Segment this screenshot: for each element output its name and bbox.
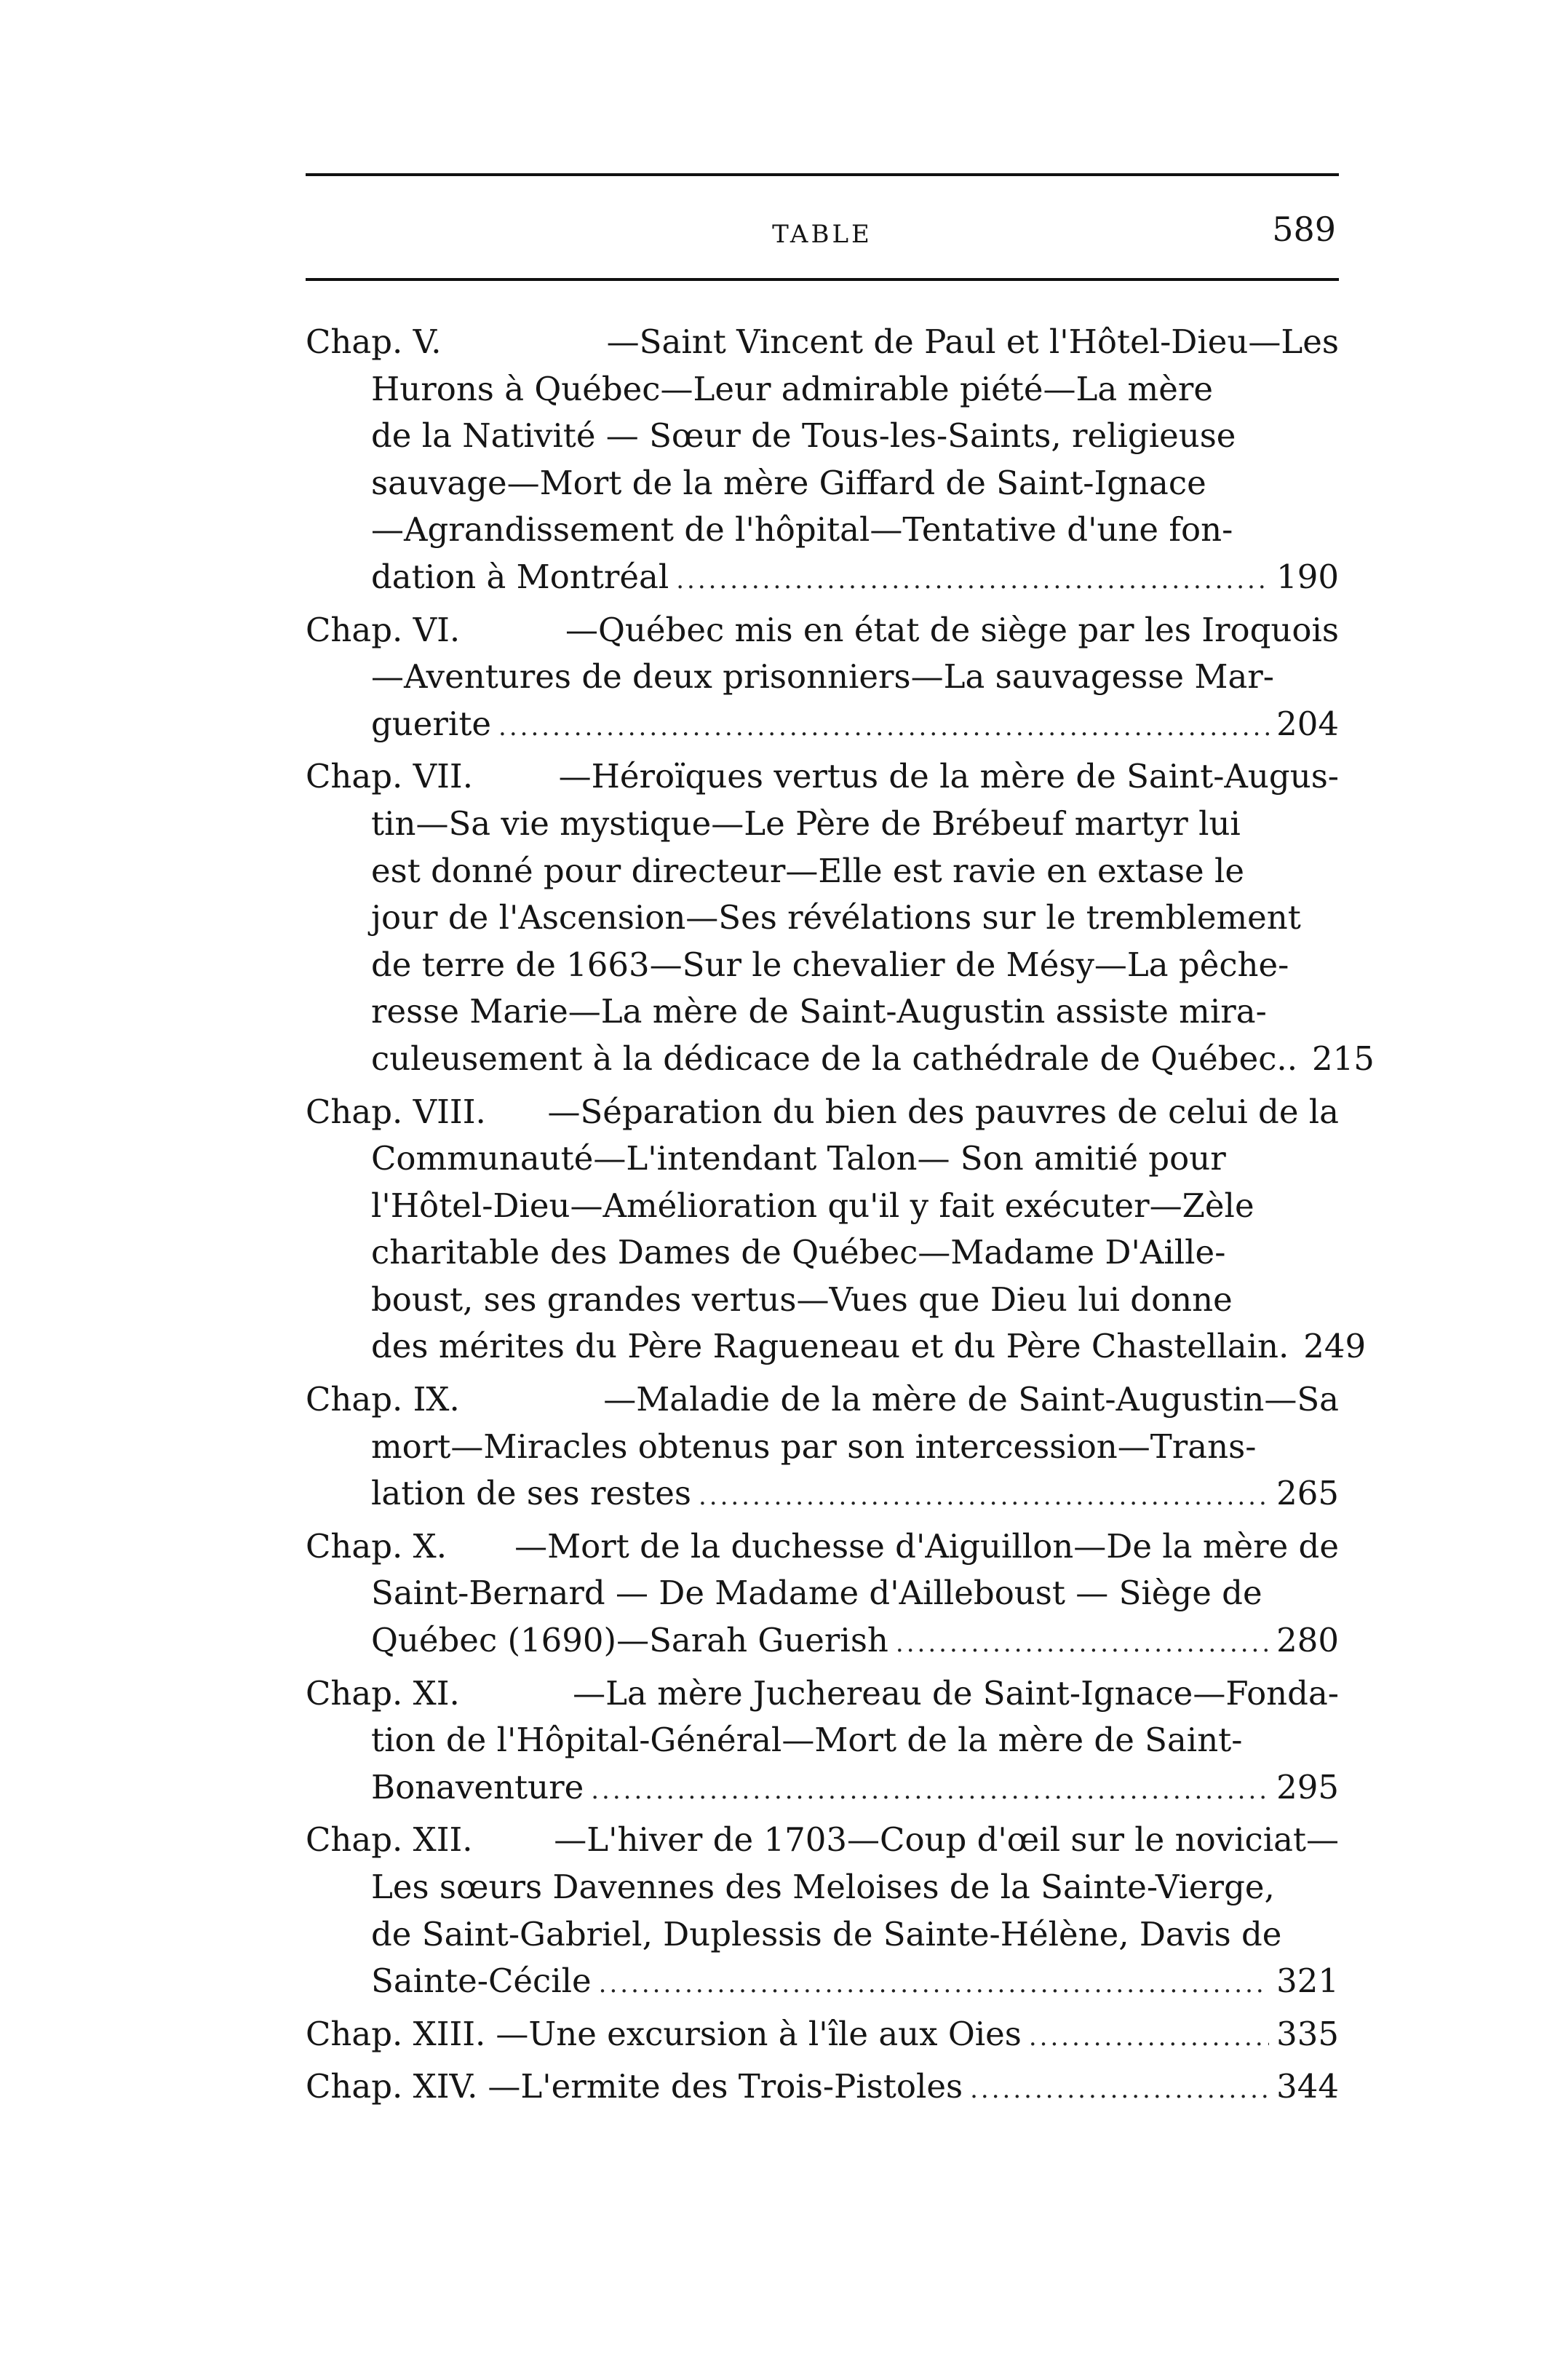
entry-text: Saint-Bernard — De Madame d'Ailleboust — Siège de (371, 1574, 1262, 1613)
chapter-label: Chap. XII. (306, 1820, 473, 1860)
toc-entry-line (306, 1277, 1339, 1324)
entry-text: jour de l'Ascension—Ses révélations sur le tremblement (371, 898, 1301, 937)
toc-entry-line (306, 507, 1339, 554)
chapter-label: Chap. IX. (306, 1380, 460, 1419)
entry-text: de Saint-Gabriel, Duplessis de Sainte-Hélène, Davis de (371, 1914, 1282, 1953)
entry-text: —Agrandissement de l'hôpital—Tentative d'une fon- (371, 510, 1233, 550)
toc-entry-line (306, 1717, 1339, 1764)
dot-leader (1029, 2014, 1269, 2061)
toc-entry-line (306, 1089, 1339, 1136)
toc-entry-line (306, 1911, 1339, 1959)
toc-entry-line (306, 801, 1339, 848)
toc-entry-line (306, 2011, 1339, 2058)
toc-entry-line (306, 1523, 1339, 1571)
entry-text: dation à Montréal (371, 557, 669, 596)
entry-text: lation de ses restes (371, 1474, 691, 1513)
page-reference: 335 (1276, 2014, 1339, 2053)
toc-entry-line (306, 895, 1339, 942)
toc-entry-line (306, 1570, 1339, 1617)
chapter-label: Chap. XIII. (306, 2014, 486, 2053)
toc-entry (306, 753, 1375, 1082)
page-reference: 344 (1276, 2067, 1339, 2106)
toc-entry-line (306, 701, 1339, 748)
entry-text: Québec (1690)—Sarah Guerish (371, 1621, 888, 1660)
toc-entry-line (306, 942, 1339, 989)
toc-entry-line (306, 1764, 1339, 1812)
toc-entry (306, 607, 1339, 748)
chapter-label: Chap. VIII. (306, 1092, 486, 1131)
toc-entry-line (306, 988, 1339, 1036)
toc-entry (306, 1670, 1339, 1812)
header-bottom-rule (306, 278, 1339, 281)
toc-entry-line (306, 1135, 1339, 1183)
entry-text: tion de l'Hôpital-Général—Mort de la mère de Saint- (371, 1721, 1243, 1760)
entry-text: des mérites du Père Ragueneau et du Père Chastellain. (371, 1327, 1289, 1366)
entry-text: guerite (371, 704, 492, 743)
dot-leader (498, 704, 1269, 751)
toc-entry-line (306, 753, 1339, 801)
entry-text: —Aventures de deux prisonniers—La sauvagesse Mar- (371, 657, 1274, 697)
entry-text: mort—Miracles obtenus par son intercession—Trans- (371, 1427, 1257, 1466)
entry-text: resse Marie—La mère de Saint-Augustin assiste mira- (371, 992, 1267, 1031)
page-reference: 215 (1312, 1039, 1375, 1078)
chapter-label: Chap. XIV. (306, 2067, 478, 2106)
entry-text: culeusement à la dédicace de la cathédrale de Québec.. (371, 1039, 1298, 1078)
entry-text: l'Hôtel-Dieu—Amélioration qu'il y fait exécuter—Zèle (371, 1186, 1254, 1225)
entry-text: —Maladie de la mère de Saint-Augustin—Sa (603, 1380, 1339, 1419)
entry-text: est donné pour directeur—Elle est ravie en extase le (371, 851, 1245, 890)
toc-entry-line (306, 1670, 1339, 1718)
toc-entry-line (306, 1183, 1339, 1230)
toc-entry (306, 1523, 1339, 1665)
toc-entry-line (306, 1617, 1339, 1665)
toc-entry (306, 319, 1339, 601)
dot-leader (896, 1620, 1269, 1667)
entry-text: Bonaventure (371, 1767, 584, 1806)
toc-entry (306, 1817, 1339, 2004)
entry-text: Hurons à Québec—Leur admirable piété—La mère (371, 369, 1213, 408)
header-top-rule (306, 173, 1339, 176)
entry-text: —La mère Juchereau de Saint-Ignace—Fonda- (573, 1673, 1339, 1713)
page-reference: 265 (1276, 1474, 1339, 1513)
toc-entry-line (306, 1323, 1367, 1371)
entry-text: Communauté—L'intendant Talon— Son amitié pour (371, 1139, 1226, 1178)
entry-text: charitable des Dames de Québec—Madame D'Aille- (371, 1233, 1226, 1272)
toc-entry-line (306, 1864, 1339, 1911)
toc-entry (306, 1089, 1367, 1371)
entry-text: Les sœurs Davennes des Meloises de la Sainte-Vierge, (371, 1868, 1275, 1906)
toc-entry-line (306, 1958, 1339, 2005)
toc-entry-line (306, 554, 1339, 601)
entry-text: boust, ses grandes vertus—Vues que Dieu lui donne (371, 1280, 1233, 1319)
page-reference: 280 (1276, 1621, 1339, 1660)
toc-entry (306, 2011, 1339, 2058)
toc-entry-line (306, 2063, 1339, 2111)
toc-entry-line (306, 1376, 1339, 1424)
page-reference: 321 (1276, 1961, 1339, 2001)
toc-entry (306, 1376, 1339, 1518)
toc-entry-line (306, 1470, 1339, 1518)
toc-entry-line (306, 413, 1339, 460)
page-reference: 249 (1303, 1327, 1367, 1366)
entry-text: de la Nativité — Sœur de Tous-les-Saints, religieuse (371, 416, 1236, 456)
page-reference: 204 (1276, 704, 1339, 743)
dot-leader (676, 557, 1269, 604)
chapter-label: Chap. V. (306, 322, 442, 361)
page-reference: 190 (1276, 557, 1339, 596)
entry-text: —Héroïques vertus de la mère de Saint-Augus- (558, 757, 1339, 796)
entry-text: tin—Sa vie mystique—Le Père de Brébeuf martyr lui (371, 804, 1241, 843)
entry-text: —L'ermite des Trois-Pistoles (488, 2067, 963, 2106)
entry-text: Sainte-Cécile (371, 1961, 592, 2001)
dot-leader (591, 1767, 1269, 1814)
entry-text: —Séparation du bien des pauvres de celui de la (547, 1092, 1339, 1131)
page-reference: 295 (1276, 1767, 1339, 1806)
chapter-label: Chap. VI. (306, 610, 461, 649)
page-header (306, 210, 1339, 261)
toc-entry-line (306, 460, 1339, 507)
toc-entry-line (306, 1817, 1339, 1864)
table-of-contents (306, 319, 1375, 2117)
dot-leader (599, 1961, 1269, 2008)
entry-text: sauvage—Mort de la mère Giffard de Saint-Ignace (371, 463, 1206, 502)
toc-entry-line (306, 654, 1339, 701)
entry-text: —Saint Vincent de Paul et l'Hôtel-Dieu—Les (606, 322, 1339, 361)
toc-entry-line (306, 1229, 1339, 1277)
chapter-label: Chap. X. (306, 1526, 447, 1566)
entry-text: —L'hiver de 1703—Coup d'œil sur le noviciat— (554, 1820, 1339, 1860)
chapter-label: Chap. XI. (306, 1673, 460, 1713)
chapter-label: Chap. VII. (306, 757, 474, 796)
toc-entry-line (306, 366, 1339, 413)
dot-leader (699, 1473, 1269, 1520)
entry-text: —Québec mis en état de siège par les Iroquois (565, 610, 1339, 649)
running-title: TABLE (772, 220, 872, 249)
entry-text: de terre de 1663—Sur le chevalier de Mésy—La pêche- (371, 945, 1289, 984)
entry-text: —Une excursion à l'île aux Oies (496, 2014, 1022, 2053)
toc-entry-line (306, 607, 1339, 654)
toc-entry-line (306, 1424, 1339, 1471)
dot-leader (970, 2066, 1269, 2114)
toc-entry-line (306, 848, 1339, 895)
toc-entry-line (306, 1036, 1375, 1083)
page-number: 589 (1272, 210, 1336, 249)
entry-text: —Mort de la duchesse d'Aiguillon—De la mère de (514, 1526, 1339, 1566)
toc-entry-line (306, 319, 1339, 366)
toc-entry (306, 2063, 1339, 2111)
